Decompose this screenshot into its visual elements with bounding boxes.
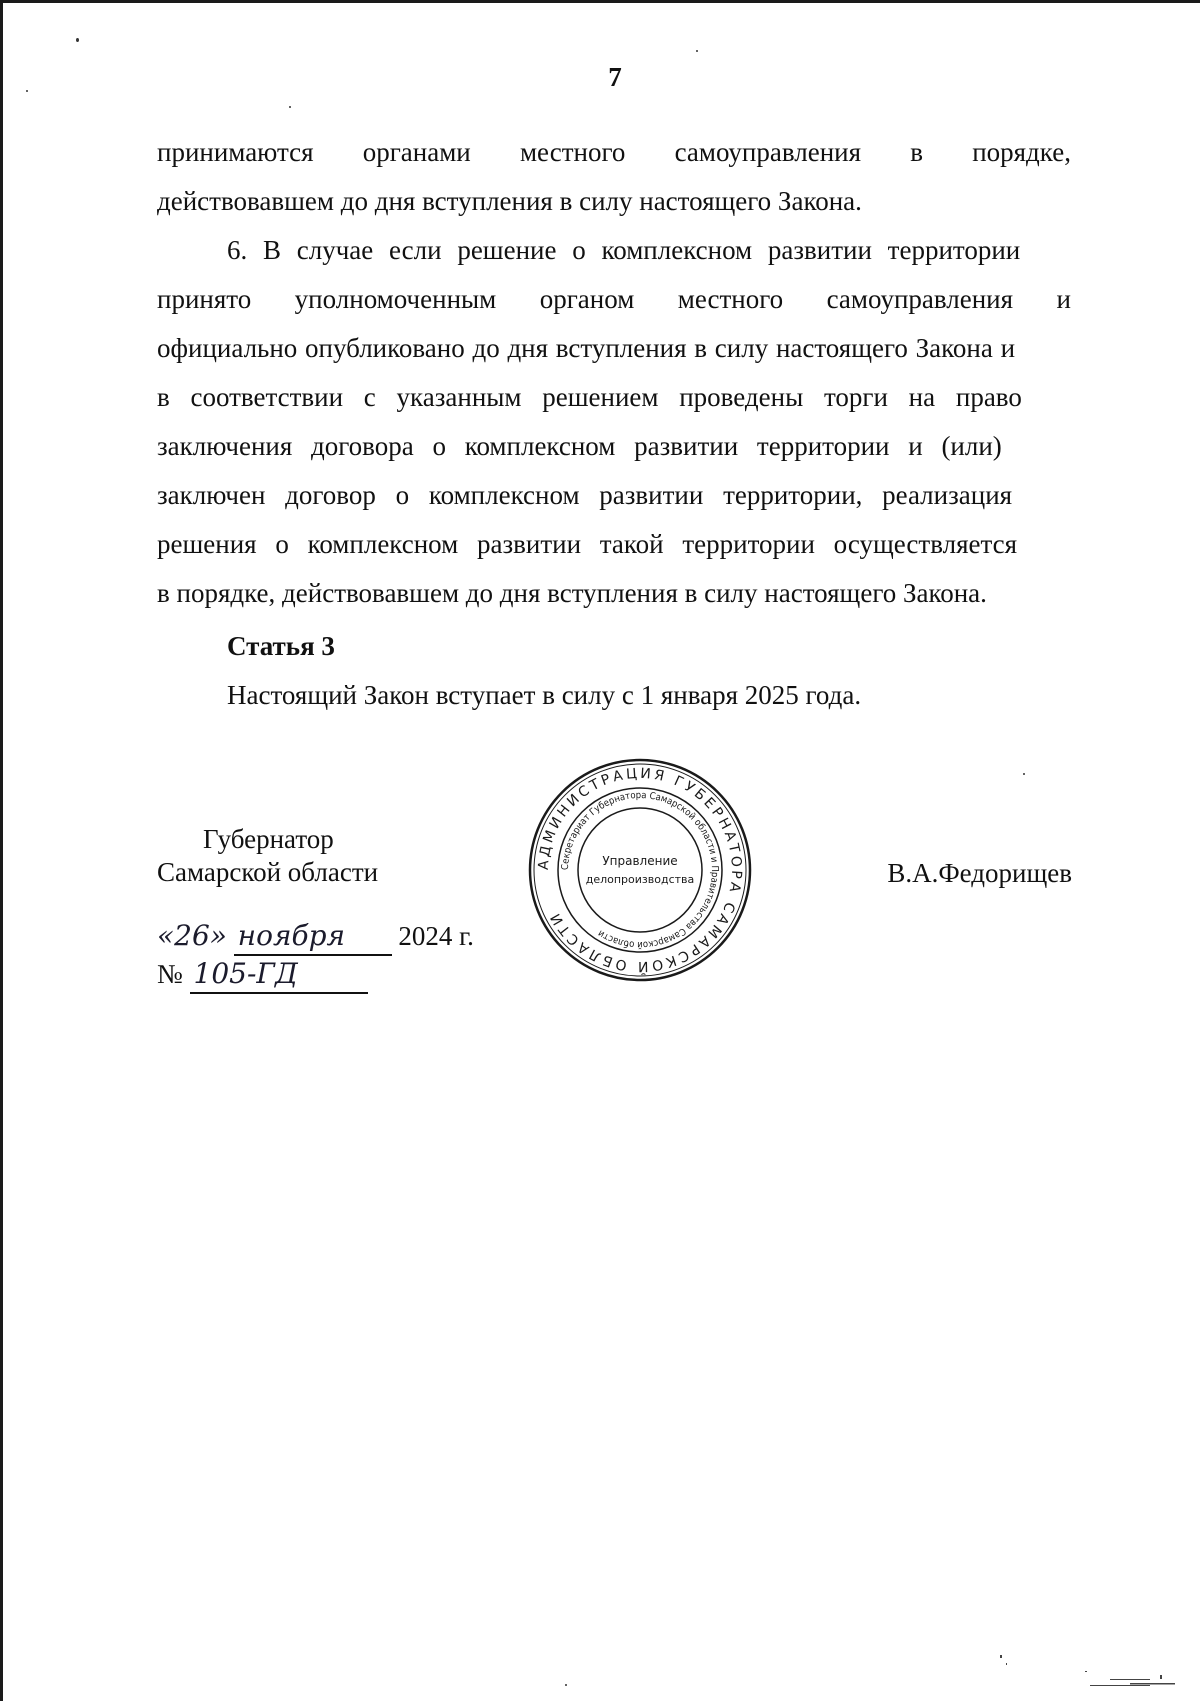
- seal-inner-text: [560, 790, 720, 950]
- body-word: органом: [539, 284, 635, 314]
- body-word: в: [910, 137, 923, 167]
- scan-noise: [990, 1651, 1180, 1691]
- region-title: Самарской области: [157, 857, 379, 887]
- scan-speck: [696, 50, 698, 52]
- body-word: принято: [157, 284, 252, 314]
- number-sign: №: [157, 959, 183, 989]
- official-seal: [525, 755, 755, 985]
- body-word: принимаются: [157, 137, 314, 167]
- body-word: и: [1056, 284, 1071, 314]
- governor-title: Губернатор: [203, 824, 334, 854]
- date-and-number: [157, 918, 474, 994]
- article-3-title: Статья 3: [227, 631, 335, 661]
- body-word: органами: [362, 137, 471, 167]
- body-word: местного: [677, 284, 784, 314]
- paragraph-6-line-3: официально опубликовано до дня вступления в силу настоящего Закона и: [157, 333, 1016, 363]
- seal-inner-ring: [578, 808, 702, 932]
- scan-edge-left: [0, 0, 3, 1701]
- law-number: [157, 956, 474, 994]
- article-3-text: Настоящий Закон вступает в силу с 1 января 2025 года.: [227, 680, 862, 710]
- signature-title: [157, 823, 378, 889]
- scan-noise-dots: [1000, 1655, 1175, 1686]
- paragraph-6-line-1: 6. В случае если решение о комплексном развитии территории: [227, 235, 1021, 265]
- body-word: порядке,: [972, 137, 1071, 167]
- body-word: местного: [519, 137, 626, 167]
- seal-inner-text-path: Секретариат Губернатора Самарской области и Правительства Самарской области: [559, 789, 721, 951]
- document-body: [157, 128, 1071, 720]
- body-word: самоуправления: [674, 137, 862, 167]
- scan-speck: [1023, 773, 1025, 775]
- page-number: 7: [608, 62, 622, 92]
- number-value: 105-ГД: [190, 956, 368, 994]
- body-word: уполномоченным: [294, 284, 497, 314]
- date-day: «26»: [157, 919, 227, 952]
- body-line-2: действовавшем до дня вступления в силу настоящего Закона.: [157, 186, 862, 216]
- date-month: ноября: [234, 918, 392, 956]
- paragraph-6-line-8: в порядке, действовавшем до дня вступления в силу настоящего Закона.: [157, 578, 987, 608]
- signing-date: [157, 918, 474, 956]
- seal-center-line-1: Управление: [602, 854, 678, 868]
- paragraph-6-line-6: заключен договор о комплексном развитии территории, реализация: [157, 480, 1013, 510]
- body-word: самоуправления: [826, 284, 1014, 314]
- scan-speck: [76, 38, 79, 42]
- seal-center-line-2: делопроизводства: [585, 873, 695, 886]
- date-year: 2024 г.: [398, 921, 474, 951]
- paragraph-6-line-7: решения о комплексном развитии такой территории осуществляется: [157, 529, 1018, 559]
- scan-speck: [565, 1684, 567, 1686]
- paragraph-6-line-2: [157, 275, 1071, 324]
- body-line-1: [157, 128, 1071, 177]
- paragraph-6-line-5: заключения договора о комплексном развитии территории и (или): [157, 431, 1002, 461]
- seal-outer-text-path: АДМИНИСТРАЦИЯ ГУБЕРНАТОРА САМАРСКОЙ ОБЛАСТИ: [535, 765, 745, 975]
- seal-middle-ring: [558, 788, 722, 952]
- paragraph-6-line-4: в соответствии с указанным решением проведены торги на право: [157, 382, 1022, 412]
- signer-name: В.А.Федорищев: [887, 858, 1072, 888]
- scan-speck: [289, 106, 291, 108]
- scan-edge-top: [0, 0, 1200, 3]
